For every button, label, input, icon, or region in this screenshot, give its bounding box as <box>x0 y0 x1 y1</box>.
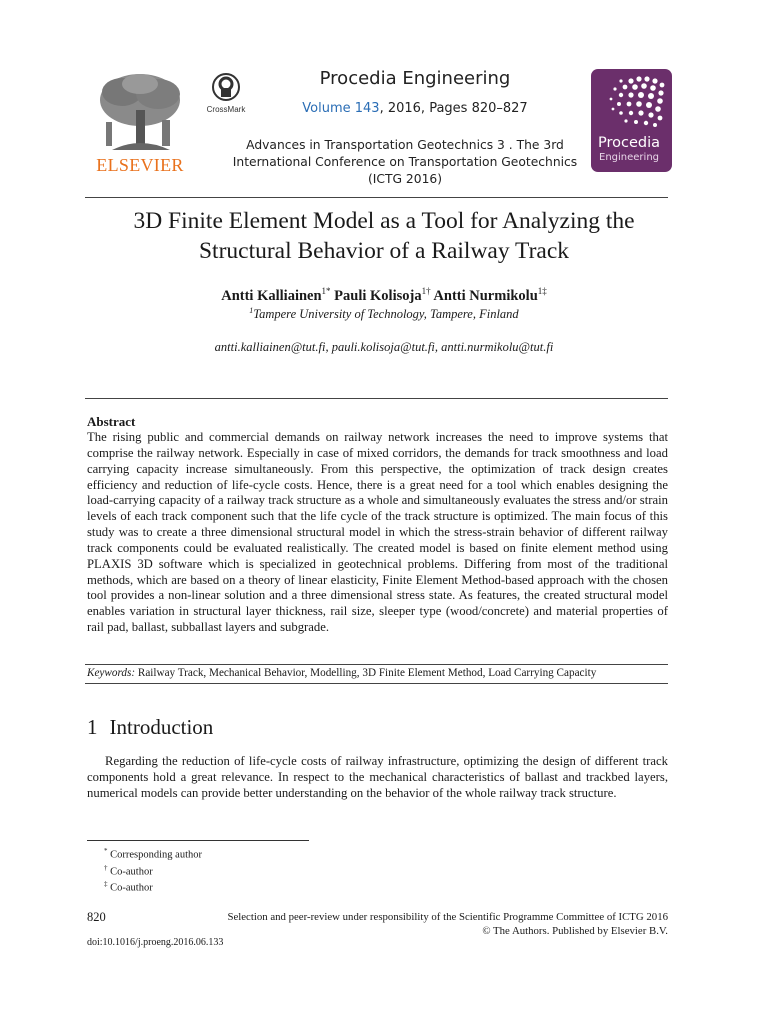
author-name: Antti Kalliainen <box>221 287 322 304</box>
author-emails[interactable]: antti.kalliainen@tut.fi, pauli.kolisoja@tut.fi, antti.nurmikolu@tut.fi <box>214 340 554 354</box>
title-line: 3D Finite Element Model as a Tool for Analyzing the <box>133 208 635 234</box>
keywords-text: Railway Track, Mechanical Behavior, Modelling, 3D Finite Element Method, Load Carrying Capacity <box>137 667 597 679</box>
footnote <box>104 878 202 895</box>
copyright-text: © The Authors. Published by Elsevier B.V. <box>482 925 668 937</box>
conference-line: International Conference on Transportation Geotechnics <box>232 155 578 169</box>
volume-pages: , 2016, Pages 820–827 <box>379 101 528 116</box>
footnote-mark: ‡ <box>104 880 108 888</box>
conference-line: (ICTG 2016) <box>367 172 443 186</box>
footnote-text: Corresponding author <box>110 849 202 861</box>
section-title: Introduction <box>109 715 214 739</box>
paper-title <box>60 206 708 266</box>
peer-review-note <box>140 910 668 938</box>
keywords <box>87 667 687 679</box>
author-marks: 1‡ <box>537 286 547 296</box>
conference-info <box>218 137 592 188</box>
footnote <box>104 845 202 862</box>
footnote-mark: * <box>104 847 108 855</box>
title-line: Structural Behavior of a Railway Track <box>198 238 570 264</box>
keywords-bottom-divider <box>85 683 668 684</box>
keywords-label: Keywords: <box>87 667 136 679</box>
crossmark-icon[interactable] <box>212 73 240 101</box>
affiliation-mark: 1 <box>249 306 254 315</box>
elsevier-tree-logo-icon <box>92 70 188 156</box>
logo-subtitle: Engineering <box>599 152 659 163</box>
doi-link[interactable]: doi:10.1016/j.proeng.2016.06.133 <box>87 937 224 948</box>
abstract-heading: Abstract <box>87 414 136 429</box>
publisher-name: ELSEVIER <box>96 155 184 175</box>
volume-link[interactable]: Volume 143 <box>302 101 380 116</box>
section-number: 1 <box>87 715 98 739</box>
author-name: Pauli Kolisoja <box>334 287 422 304</box>
author-name: Antti Nurmikolu <box>433 287 538 304</box>
logo-name: Procedia <box>598 135 661 151</box>
footnote-text: Co-author <box>110 866 153 877</box>
section-heading <box>87 715 213 740</box>
dot-pattern-icon <box>591 69 672 135</box>
crossmark-label: CrossMark <box>206 105 246 114</box>
procedia-engineering-logo <box>591 69 672 172</box>
footnote-divider <box>87 840 309 841</box>
author-marks: 1† <box>421 286 431 296</box>
abstract-body: The rising public and commercial demands on railway network increases the need to improve systems that comprise the railway network. Especially in case of mixed corridors, the demands for track smoothness and load carrying capacity increase simultaneously. From this perspective, the optimization of track design creates efficiency and reduction of life-cycle costs. Hence, there is a great need for a tool which enables designing the load-carrying capacity of a railway track structure as a whole and simultaneously evaluates the stress and/or strain levels of each track component such that the life cycle of the track structure is optimized. The main focus of this study was to create a three dimensional structural model in which the stress-strain behavior of different railway track components could be evaluated realistically. The created model is based on finite element method using PLAXIS 3D software which is specialized in geotechnical problems. Differing from most of the traditional methods, which are based on a theory of linear elasticity, Finite Element Method-based approach with the chosen tool provides a non-linear solution and a three dimensional stress state. As features, the created structural model enables variation in structural layer thickness, rail size, sleeper type (wood/concrete) and material properties of rail pad, ballast, subballast layers and subgrade. <box>87 430 668 635</box>
introduction-paragraph: Regarding the reduction of life-cycle costs of railway infrastructure, optimizing the design of different track components hold a great relevance. In respect to the mechanical characteristics of ballast and trackbed layers, numerical models can provide better understanding on the behavior of the whole railway track structure. <box>87 754 668 801</box>
conference-line: Advances in Transportation Geotechnics 3 . The 3rd <box>246 138 564 152</box>
affiliation <box>80 306 688 322</box>
header-divider <box>85 197 668 198</box>
footnote-mark: † <box>104 863 108 872</box>
page-number: 820 <box>87 910 106 924</box>
volume-info <box>250 101 580 116</box>
footnote <box>104 862 202 879</box>
affiliation-text: Tampere University of Technology, Tampere, Finland <box>253 307 519 322</box>
footnote-text: Co-author <box>110 882 153 894</box>
abstract-top-divider <box>85 398 668 399</box>
peer-review-text: Selection and peer-review under responsibility of the Scientific Programme Committee of ICTG 2016 <box>227 911 668 923</box>
footnotes <box>104 845 202 895</box>
author-marks: 1* <box>321 286 331 296</box>
author-list <box>80 286 688 305</box>
keywords-top-divider <box>85 664 668 665</box>
journal-title[interactable]: Procedia Engineering <box>319 68 511 89</box>
